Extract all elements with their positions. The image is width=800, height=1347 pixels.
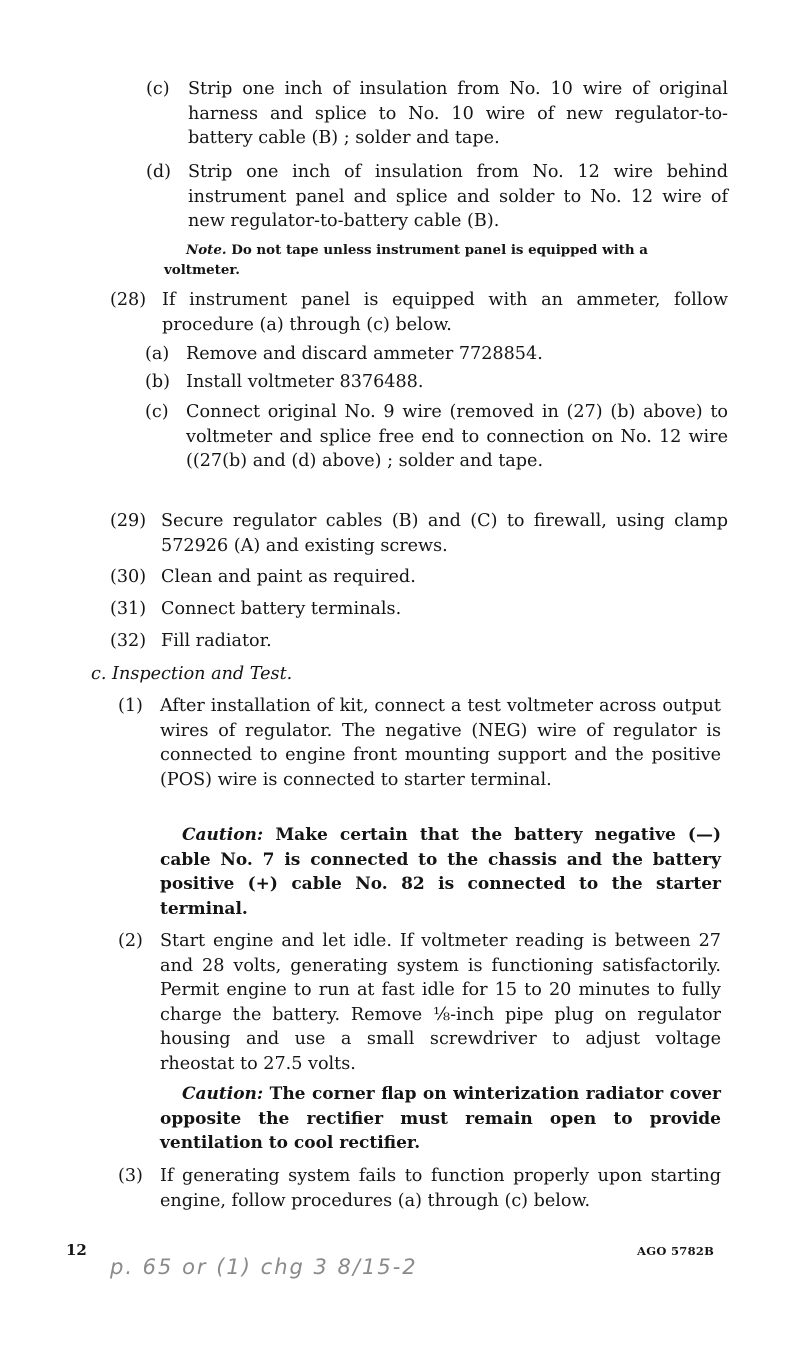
step-label: (3) [118,1166,143,1186]
step-31 [110,597,728,622]
step-30 [110,565,728,590]
section-heading [91,664,292,684]
step-label: (b) [145,372,170,392]
step-label: (2) [118,931,143,951]
step-text: Start engine and let idle. If voltmeter reading is between 27 and 28 volts, generating system is functioning satisfactorily. Permit engine to run at fast idle for 15 to 20 minutes to fully charge the battery. Remove ⅛-inch pipe plug on regulator housing and use a small screwdriver to adjust voltage rheostat to 27.5 volts. [160,931,721,1074]
step-32 [110,629,728,654]
step-label: (d) [146,162,171,182]
step-28b [145,370,728,395]
step-label: (1) [118,696,143,716]
step-text: Strip one inch of insulation from No. 10 wire of original harness and splice to No. 10 wire of new regulator-to-battery cable (B) ; solder and tape. [188,79,728,148]
caution-label: Caution: [182,1084,264,1104]
step-label: (a) [145,344,170,364]
document-code: AGO 5782B [637,1244,715,1258]
step-text: Install voltmeter 8376488. [186,372,424,392]
step-label: (32) [110,631,147,651]
step-text: Clean and paint as required. [161,567,416,587]
note-text: Do not tape unless instrument panel is equipped with a voltmeter. [164,242,648,278]
caution-1 [160,823,721,921]
handwritten-annotation: p. 65 or (1) chg 3 8/15-2 [110,1255,418,1279]
step-text: Secure regulator cables (B) and (C) to firewall, using clamp 572926 (A) and existing screws. [161,511,728,556]
test-step-1 [118,694,721,792]
step-text: If generating system fails to function properly upon starting engine, follow procedures (a) through (c) below. [160,1166,721,1211]
note [164,240,728,280]
section-title: Inspection and Test. [112,664,293,684]
caution-label: Caution: [182,825,264,845]
step-28 [110,288,728,337]
step-label: (31) [110,599,147,619]
step-text: If instrument panel is equipped with an ammeter, follow procedure (a) through (c) below. [162,290,728,335]
step-label: (30) [110,567,147,587]
caution-2 [160,1082,721,1156]
step-27c [146,77,728,151]
step-27d [146,160,728,234]
step-text: Fill radiator. [161,631,272,651]
step-label: (c) [146,79,170,99]
note-label: Note. [186,242,227,258]
caution-text: The corner flap on winterization radiator cover opposite the rectifier must remain open to provide ventilation to cool rectifier. [160,1084,722,1153]
test-step-3 [118,1164,721,1213]
step-text: After installation of kit, connect a test voltmeter across output wires of regulator. The negative (NEG) wire of regulator is connected to engine front mounting support and the positive (POS) wire is connected to starter terminal. [160,696,721,790]
caution-text: Make certain that the battery negative (—) cable No. 7 is connected to the chassis and the battery positive (+) cable No. 82 is connected to the starter terminal. [160,825,721,919]
step-text: Connect original No. 9 wire (removed in (27) (b) above) to voltmeter and splice free end to connection on No. 12 wire ((27(b) and (d) above) ; solder and tape. [186,402,728,471]
step-29 [110,509,728,558]
section-label: c. [91,664,107,684]
step-28c [145,400,728,474]
step-label: (29) [110,511,147,531]
test-step-2 [118,929,721,1076]
step-text: Strip one inch of insulation from No. 12 wire behind instrument panel and splice and solder to No. 12 wire of new regulator-to-battery cable (B). [188,162,728,231]
step-text: Connect battery terminals. [161,599,402,619]
step-label: (28) [110,290,147,310]
step-28a [145,342,728,367]
step-text: Remove and discard ammeter 7728854. [186,344,543,364]
page-number: 12 [66,1241,87,1259]
step-label: (c) [145,402,169,422]
